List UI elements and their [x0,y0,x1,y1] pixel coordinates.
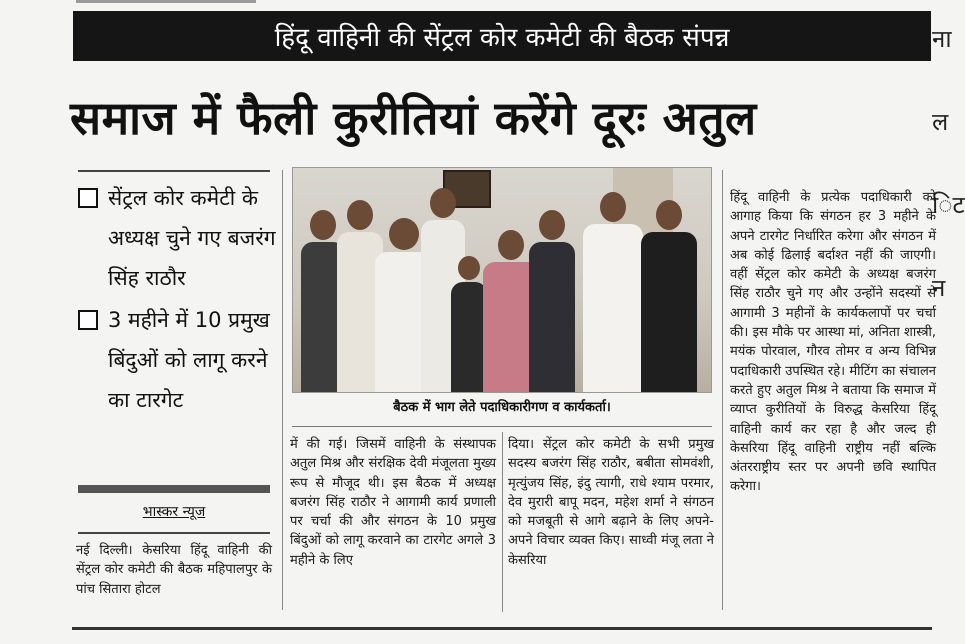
checkbox-bullet-icon [78,188,98,208]
column-divider [502,432,503,612]
side-cut-text: ल [932,108,949,136]
divider [292,426,712,427]
divider [72,627,932,630]
top-strip [0,0,956,10]
side-cut-text: िट [932,191,965,219]
article-column: में की गई। जिसमें वाहिनी के संस्थापक अतुल मिश्र और संरक्षिक देवी मंजूलता मुख्य रूप से मौजूद थी। इस बैठक में अध्यक्ष बजरंग सिंह राठौर ने आगामी कार्य प्रणाली पर चर्चा की और संगठन के 10 प्रमुख बिंदुओं को लागू करवाने का टारगेट अगले 3 महीने के लिए [290,437,496,568]
highlight-item [76,300,276,420]
article-banner [73,11,931,61]
highlight-text: सेंट्रल कोर कमेटी के अध्यक्ष चुने गए बजरंग सिंह राठौर [108,186,276,290]
column-divider [282,170,283,610]
article-column: नई दिल्ली। केसरिया हिंदू वाहिनी की सेंट्रल कोर कमेटी की बैठक महिपालपुर के पांच सितारा होटल [76,543,272,597]
group-photo [292,167,712,393]
divider [78,170,270,172]
photo-caption: बैठक में भाग लेते पदाधिकारीगण व कार्यकर्ता। [393,400,611,415]
divider [78,485,270,493]
article-column: हिंदू वाहिनी के प्रत्येक पदाधिकारी को आगाह किया कि संगठन हर 3 महीने के अपने टारगेट निर्धारित करेगा और संगठन में अब कोई ढिलाई बर्दाश्त नहीं की जाएगी। वहीं सेंट्रल कोर कमेटी के अध्यक्ष बजरंग सिंह राठौर चुने गए और उन्होंने सदस्यों से आगामी 3 महीनों के कार्यकलापों पर चर्चा की। इस मौके पर आस्था मां, अनिता शास्त्री, मयंक पोरवाल, गौरव तोमर व अन्य विभिन्न पदाधिकारी उपस्थित रहे। मीटिंग का संचालन करते हुए अतुल मिश्र ने बताया कि समाज में व्याप्त कुरीतियों के विरुद्ध केसरिया हिंदू वाहिनी कार्य कर रहा है और जल्द ही केसरिया हिंदू वाहिनी राष्ट्रीय नहीं बल्कि अंतरराष्ट्रीय स्तर पर अपनी छवि स्थापित करेगा। [730,190,936,495]
byline: भास्कर न्यूज [142,504,206,520]
highlights-box [76,178,276,422]
headline: समाज में फैली कुरीतियां करेंगे दूरः अतुल [70,91,757,145]
column-divider [722,170,723,610]
highlight-item [76,178,276,298]
banner-text: हिंदू वाहिनी की सेंट्रल कोर कमेटी की बैठक संपन्न [274,23,730,53]
checkbox-bullet-icon [78,310,98,330]
side-cut-text: ना [932,25,952,53]
divider [78,532,270,534]
article-column: दिया। सेंट्रल कोर कमेटी के सभी प्रमुख सदस्य बजरंग सिंह राठौर, बबीता सोमवंशी, मृत्युंजय सिंह, इंदु त्यागी, राधे श्याम परमार, देव मुरारी बापू मदन, महेश शर्मा ने संगठन को मजबूती से आगे बढ़ाने के लिए अपने-अपने विचार व्यक्त किए। साध्वी मंजू लता ने केसरिया [508,437,714,568]
highlight-text: 3 महीने में 10 प्रमुख बिंदुओं को लागू करने का टारगेट [108,308,270,412]
side-cut-text: न [932,274,946,302]
